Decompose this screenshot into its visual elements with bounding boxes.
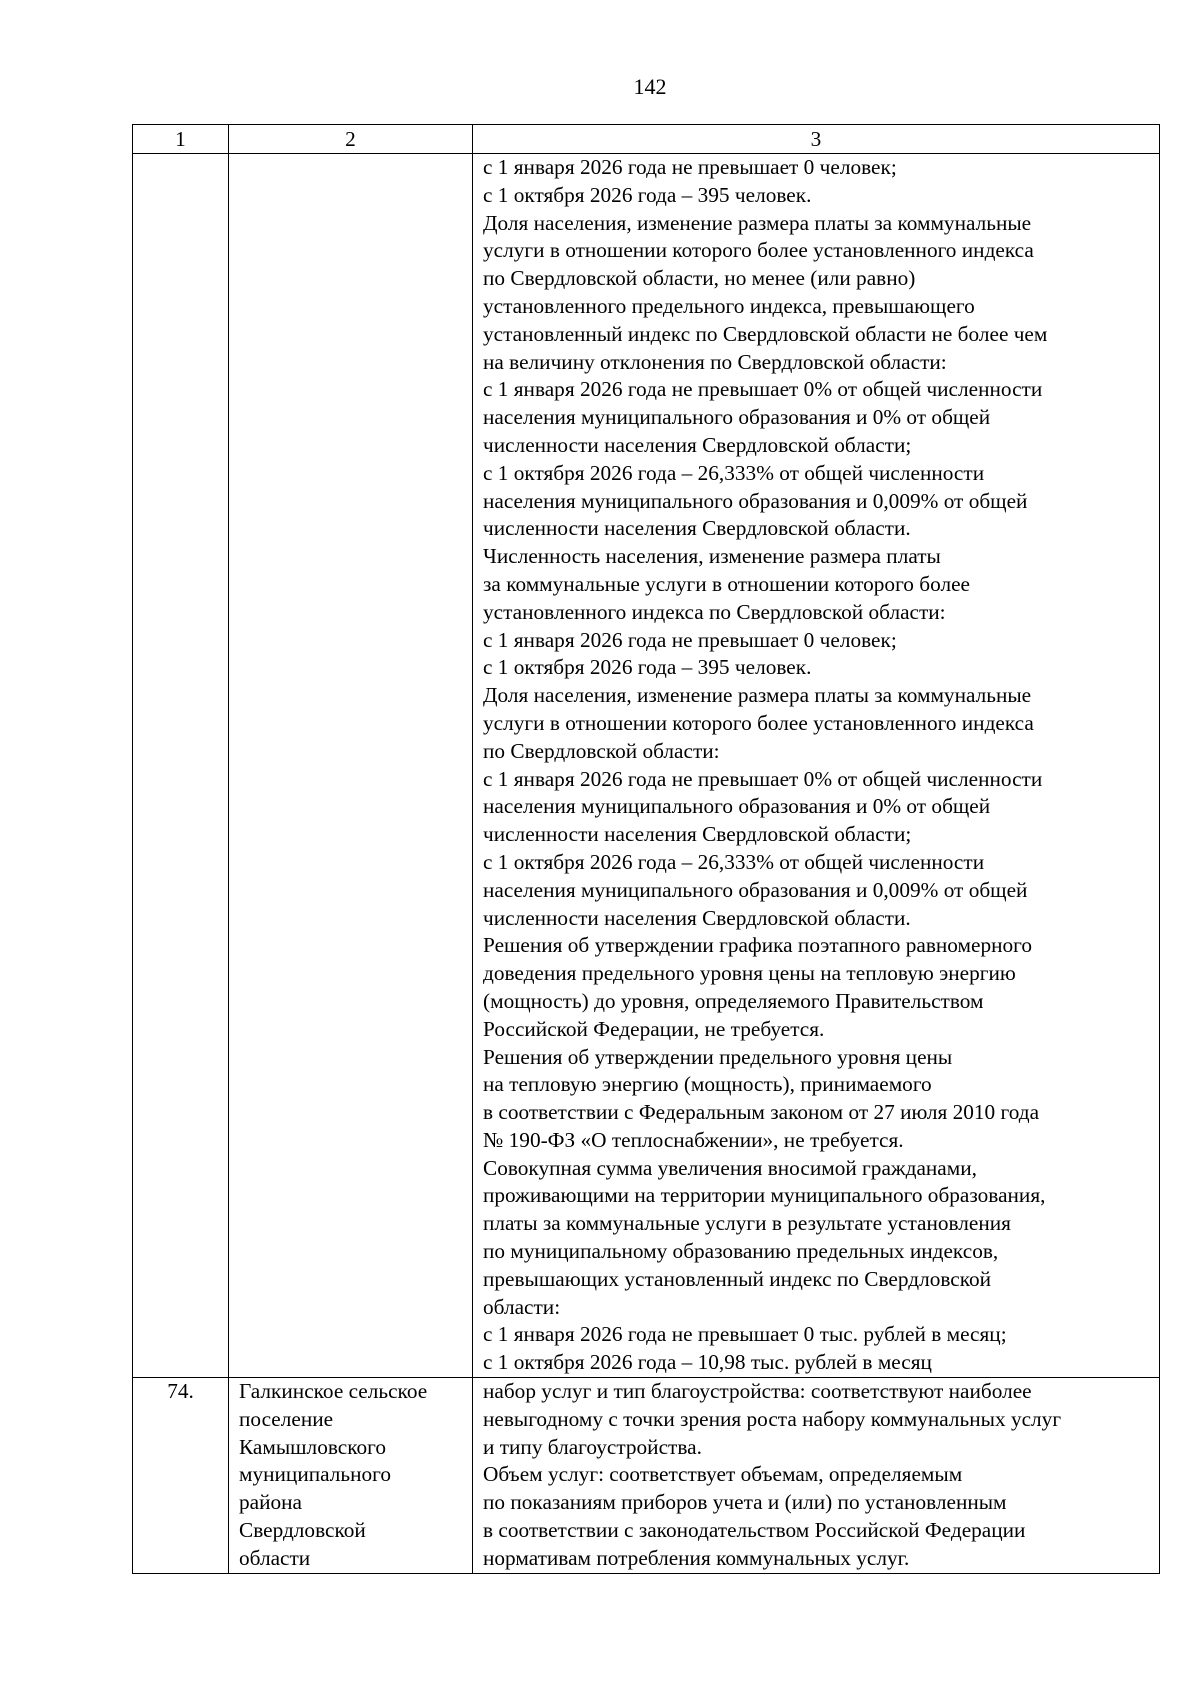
text-line: с 1 октября 2026 года – 395 человек. xyxy=(483,182,812,207)
text-line: Численность населения, изменение размера платы xyxy=(483,544,941,569)
text-line: населения муниципального образования и 0% от общей xyxy=(483,405,991,430)
text-line: области: xyxy=(483,1294,561,1319)
text-line: с 1 января 2026 года не превышает 0% от общей численности xyxy=(483,377,1043,402)
text-line: установленного индекса по Свердловской области: xyxy=(483,599,946,624)
text-line: (мощность) до уровня, определяемого Правительством xyxy=(483,988,984,1013)
municipality-name-cell xyxy=(229,1378,473,1574)
text-line: Решения об утверждении графика поэтапного равномерного xyxy=(483,933,1033,958)
row-number-cell: 74. xyxy=(133,1378,229,1574)
text-line: по Свердловской области, но менее (или равно) xyxy=(483,266,916,291)
table-header-row xyxy=(133,125,1160,154)
text-line: платы за коммунальные услуги в результате установления xyxy=(483,1211,1011,1236)
text-line: Доля населения, изменение размера платы за коммунальные xyxy=(483,683,1032,708)
header-cell-3: 3 xyxy=(473,125,1160,154)
text-line: Совокупная сумма увеличения вносимой гражданами, xyxy=(483,1155,977,1180)
text-line: с 1 января 2026 года не превышает 0 человек; xyxy=(483,155,897,179)
text-line: поселение xyxy=(239,1406,334,1431)
municipality-name-lines xyxy=(239,1378,462,1573)
text-line: численности населения Свердловской области. xyxy=(483,905,911,930)
text-line: на тепловую энергию (мощность), принимаемого xyxy=(483,1072,932,1097)
text-line: установленный индекс по Свердловской области не более чем xyxy=(483,321,1048,346)
text-line: населения муниципального образования и 0% от общей xyxy=(483,794,991,819)
text-line: установленного предельного индекса, превышающего xyxy=(483,293,975,318)
row-number-cell xyxy=(133,154,229,1378)
text-line: невыгодному с точки зрения роста набору коммунальных услуг xyxy=(483,1406,1062,1431)
text-line: Свердловской xyxy=(239,1518,366,1543)
text-line: услуги в отношении которого более установленного индекса xyxy=(483,710,1034,735)
text-line: на величину отклонения по Свердловской области: xyxy=(483,349,947,374)
text-line: и типу благоустройства. xyxy=(483,1434,702,1459)
text-line: области xyxy=(239,1545,311,1570)
text-line: Доля населения, изменение размера платы за коммунальные xyxy=(483,210,1032,235)
text-line: Камышловского xyxy=(239,1434,386,1459)
text-line: № 190-ФЗ «О теплоснабжении», не требуется. xyxy=(483,1127,904,1152)
text-line: набор услуг и тип благоустройства: соответствуют наиболее xyxy=(483,1379,1032,1404)
text-line: по Свердловской области: xyxy=(483,738,720,763)
header-cell-2: 2 xyxy=(229,125,473,154)
text-line: с 1 октября 2026 года – 26,333% от общей численности xyxy=(483,460,985,485)
text-line: численности населения Свердловской области; xyxy=(483,432,912,457)
page-number: 142 xyxy=(633,74,667,99)
text-line: за коммунальные услуги в отношении которого более xyxy=(483,571,970,596)
content-cell xyxy=(473,1378,1160,1574)
text-line: с 1 января 2026 года не превышает 0 тыс. рублей в месяц; xyxy=(483,1322,1007,1347)
content-lines xyxy=(483,1378,1149,1573)
text-line: в соответствии с Федеральным законом от 27 июля 2010 года xyxy=(483,1100,1040,1125)
text-line: Решения об утверждении предельного уровня цены xyxy=(483,1044,953,1069)
text-line: муниципального xyxy=(239,1462,391,1487)
text-line: населения муниципального образования и 0,009% от общей xyxy=(483,488,1028,513)
text-line: с 1 октября 2026 года – 26,333% от общей численности xyxy=(483,849,985,874)
content-lines xyxy=(483,154,1149,1377)
text-line: с 1 января 2026 года не превышает 0% от общей численности xyxy=(483,766,1043,791)
text-line: Российской Федерации, не требуется. xyxy=(483,1016,825,1041)
content-cell xyxy=(473,154,1160,1378)
text-line: Объем услуг: соответствует объемам, определяемым xyxy=(483,1462,963,1487)
text-line: численности населения Свердловской области. xyxy=(483,516,911,541)
text-line: в соответствии с законодательством Российской Федерации xyxy=(483,1518,1026,1543)
text-line: с 1 января 2026 года не превышает 0 человек; xyxy=(483,627,897,652)
municipality-name-cell xyxy=(229,154,473,1378)
header-cell-1: 1 xyxy=(133,125,229,154)
text-line: превышающих установленный индекс по Свердловской xyxy=(483,1266,992,1291)
text-line: с 1 октября 2026 года – 10,98 тыс. рублей в месяц xyxy=(483,1350,932,1375)
text-line: района xyxy=(239,1490,302,1515)
text-line: услуги в отношении которого более установленного индекса xyxy=(483,238,1034,263)
text-line: по муниципальному образованию предельных индексов, xyxy=(483,1239,999,1264)
text-line: нормативам потребления коммунальных услуг. xyxy=(483,1545,910,1570)
text-line: населения муниципального образования и 0,009% от общей xyxy=(483,877,1028,902)
text-line: численности населения Свердловской области; xyxy=(483,822,912,847)
text-line: с 1 октября 2026 года – 395 человек. xyxy=(483,655,812,680)
text-line: Галкинское сельское xyxy=(239,1379,428,1404)
table-row-continuation xyxy=(133,154,1160,1378)
text-line: доведения предельного уровня цены на тепловую энергию xyxy=(483,961,1016,986)
text-line: по показаниям приборов учета и (или) по установленным xyxy=(483,1490,1007,1515)
text-line: проживающими на территории муниципального образования, xyxy=(483,1183,1046,1208)
table-row-74 xyxy=(133,1378,1160,1574)
document-table xyxy=(132,124,1160,1574)
